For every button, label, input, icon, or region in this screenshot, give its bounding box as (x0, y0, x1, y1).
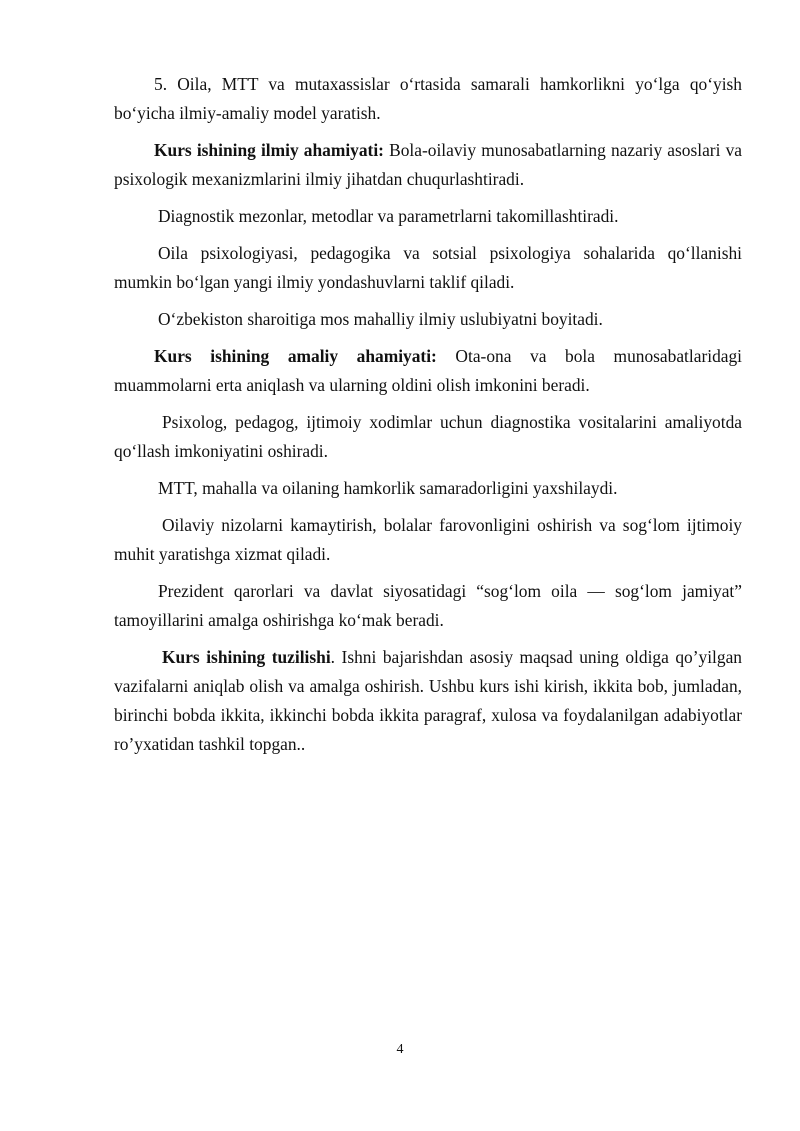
paragraph-text: Prezident qarorlari va davlat siyosatidagi “sogʻlom oila — sogʻlom jamiyat” tamoyillarini amalga oshirishga koʻmak beradi. (114, 581, 742, 630)
scientific-significance-heading: Kurs ishining ilmiy ahamiyati: (154, 140, 384, 160)
paragraph-diagnostic-tools (114, 408, 742, 466)
paragraph-local-methodology (114, 305, 742, 334)
paragraph-text: Ota-ona va bola munosabatlaridagi muammolarni erta aniqlash va ularning oldini olish imkonini beradi. (114, 346, 743, 395)
paragraph-text: Diagnostik mezonlar, metodlar va parametrlarni takomillashtiradi. (158, 206, 619, 226)
document-page (114, 70, 742, 767)
paragraph-diagnostic-criteria (114, 202, 742, 231)
paragraph-course-structure (114, 643, 742, 759)
page-number: 4 (396, 1042, 404, 1057)
paragraph-presidential-decrees (114, 577, 742, 635)
paragraph-text: Oila psixologiyasi, pedagogika va sotsial psixologiya sohalarida qoʻllanishi mumkin boʻlgan yangi ilmiy yondashuvlarni taklif qiladi. (114, 243, 742, 292)
paragraph-cooperation (114, 474, 742, 503)
practical-significance-heading: Kurs ishining amaliy ahamiyati: (154, 346, 437, 366)
paragraph-text: Psixolog, pedagog, ijtimoiy xodimlar uchun diagnostika vositalarini amaliyotda qoʻllash imkoniyatini oshiradi. (114, 412, 742, 461)
paragraph-scientific-significance (114, 136, 742, 194)
paragraph-family-psychology (114, 239, 742, 297)
course-structure-heading: Kurs ishining tuzilishi (162, 647, 331, 667)
paragraph-goal-5 (114, 70, 742, 128)
paragraph-text: Oilaviy nizolarni kamaytirish, bolalar farovonligini oshirish va sogʻlom ijtimoiy muhit yaratishga xizmat qiladi. (114, 515, 742, 564)
paragraph-family-conflicts (114, 511, 742, 569)
paragraph-text: 5. Oila, MTT va mutaxassislar oʻrtasida samarali hamkorlikni yoʻlga qoʻyish boʻyicha ilmiy-amaliy model yaratish. (114, 74, 742, 123)
paragraph-text: . Ishni bajarishdan asosiy maqsad uning oldiga qo’yilgan vazifalarni aniqlab olish va amalga oshirish. Ushbu kurs ishi kirish, ikkita bob, jumladan, birinchi bobda ikkita, ikkinchi bobda ikkita paragraf, xulosa va foydalanilgan adabiyotlar ro’yxatidan tashkil topgan.. (114, 647, 742, 754)
paragraph-practical-significance (114, 342, 742, 400)
paragraph-text: Oʻzbekiston sharoitiga mos mahalliy ilmiy uslubiyatni boyitadi. (158, 309, 603, 329)
paragraph-text: MTT, mahalla va oilaning hamkorlik samaradorligini yaxshilaydi. (158, 478, 618, 498)
paragraph-text: Bola-oilaviy munosabatlarning nazariy asoslari va psixologik mexanizmlarini ilmiy jihatdan chuqurlashtiradi. (114, 140, 742, 189)
